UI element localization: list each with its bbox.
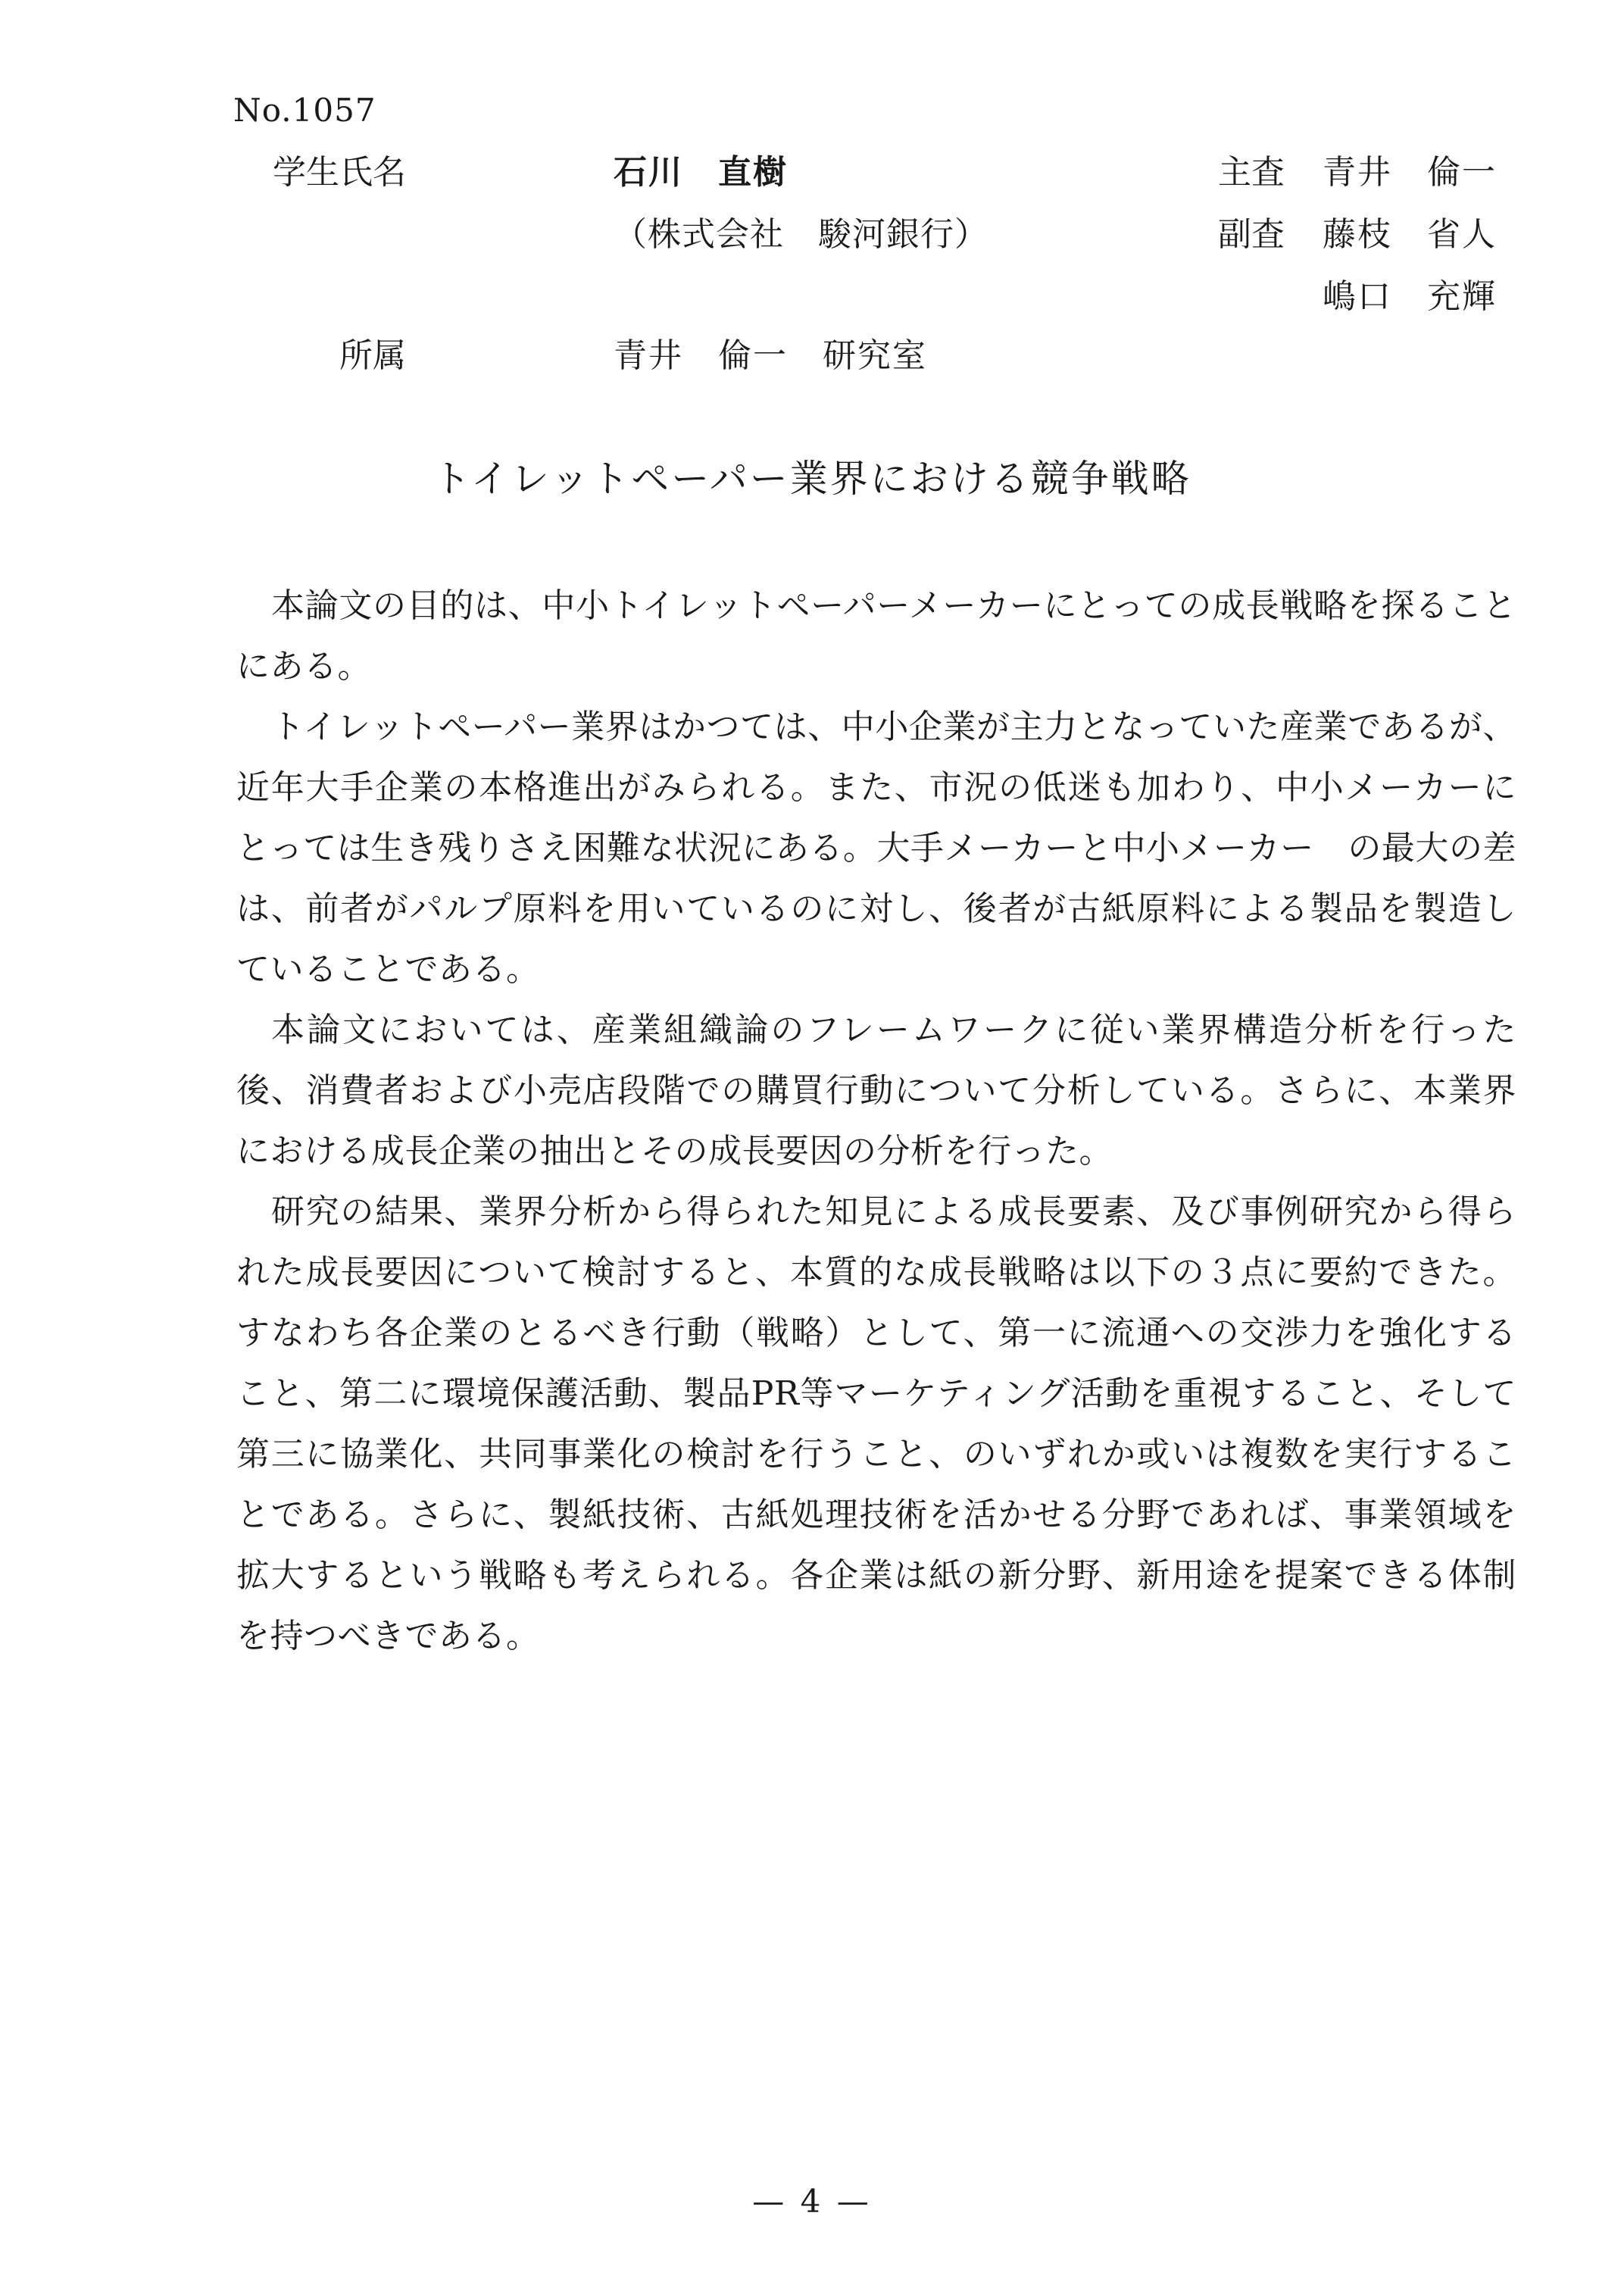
vice-examiner-name-2: 嶋口 充輝 xyxy=(1323,277,1497,316)
affiliation-label: 所属 xyxy=(339,336,406,375)
vice-examiner-row xyxy=(1218,214,1512,256)
affiliation-value: 青井 倫一 研究室 xyxy=(614,336,927,375)
student-name: 石川 直樹 xyxy=(614,153,788,192)
vice-examiner-row-2 xyxy=(1218,276,1512,318)
abstract-body xyxy=(236,576,1516,1667)
document-number: No.1057 xyxy=(233,92,376,129)
vice-examiner-name-1: 藤枝 省人 xyxy=(1323,215,1497,254)
vice-examiner-role: 副査 xyxy=(1218,215,1285,254)
abstract-paragraph: トイレットペーパー業界はかつては、中小企業が主力となっていた産業であるが、近年大手企業の本格進出がみられる。また、市況の低迷も加わり、中小メーカーにとっては生き残りさえ困難な状況にある。大手メーカーと中小メーカー の最大の差は、前者がパルプ原料を用いているのに対し、後者が古紙原料による製品を製造していることである。 xyxy=(236,708,1516,989)
abstract-paragraph: 研究の結果、業界分析から得られた知見による成長要素、及び事例研究から得られた成長要因について検討すると、本質的な成長戦略は以下の３点に要約できた。すなわち各企業のとるべき行動（戦略）として、第一に流通への交渉力を強化すること、第二に環境保護活動、製品PR等マーケティング活動を重視すること、そして第三に協業化、共同事業化の検討を行うこと、のいずれか或いは複数を実行することである。さらに、製紙技術、古紙処理技術を活かせる分野であれば、事業領域を拡大するという戦略も考えられる。各企業は紙の新分野、新用途を提案できる体制を持つべきである。 xyxy=(236,1192,1516,1655)
chief-examiner-row xyxy=(1218,152,1512,194)
student-name-label: 学生氏名 xyxy=(273,153,406,192)
paper-title: トイレットペーパー業界における競争戦略 xyxy=(433,457,1191,501)
examiners-block xyxy=(1218,152,1512,338)
student-company: （株式会社 駿河銀行） xyxy=(614,215,988,254)
chief-examiner-name: 青井 倫一 xyxy=(1323,153,1497,192)
chief-examiner-role: 主査 xyxy=(1218,153,1285,192)
abstract-paragraph: 本論文の目的は、中小トイレットペーパーメーカーにとっての成長戦略を探ることにある。 xyxy=(236,586,1516,686)
page-number: — 4 — xyxy=(752,2183,872,2220)
abstract-paragraph: 本論文においては、産業組織論のフレームワークに従い業界構造分析を行った後、消費者および小売店段階での購買行動について分析している。さらに、本業界における成長企業の抽出とその成長要因の分析を行った。 xyxy=(236,1011,1516,1171)
